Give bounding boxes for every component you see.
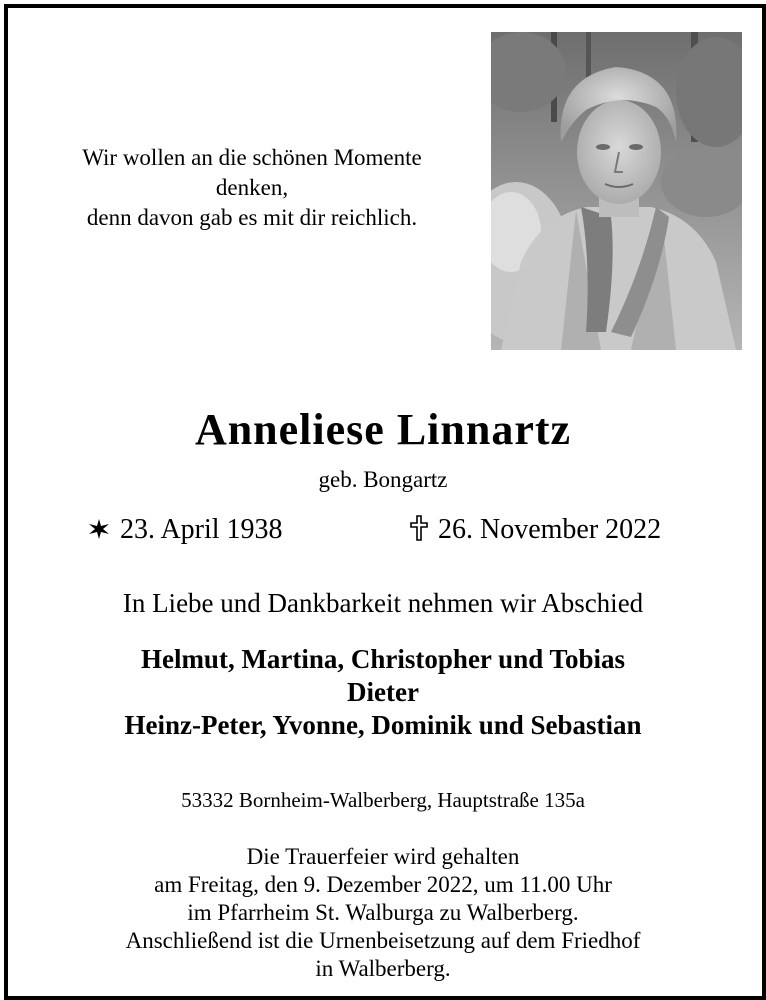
service-line: im Pfarrheim St. Walburga zu Walberberg. (187, 900, 579, 925)
death-date: 26. November 2022 (438, 514, 662, 545)
family-line: Dieter (347, 677, 419, 707)
quote-line: denken, (215, 175, 289, 200)
family-names (0, 643, 766, 742)
portrait-photo (491, 32, 742, 350)
birth-name: geb. Bongartz (318, 467, 448, 492)
family-address: 53332 Bornheim-Walberberg, Hauptstraße 135a (181, 788, 585, 812)
memorial-quote (22, 143, 482, 233)
service-line: am Freitag, den 9. Dezember 2022, um 11.00 Uhr (154, 872, 612, 897)
deceased-name: Anneliese Linnartz (194, 405, 572, 454)
farewell-text: In Liebe und Dankbarkeit nehmen wir Abschied (122, 588, 644, 618)
life-dates (0, 514, 766, 550)
portrait-illustration (491, 32, 742, 350)
family-line: Helmut, Martina, Christopher und Tobias (140, 644, 626, 674)
service-line: Anschließend ist die Urnenbeisetzung auf dem Friedhof (125, 928, 641, 953)
quote-line: Wir wollen an die schönen Momente (82, 145, 422, 170)
family-line: Heinz-Peter, Yvonne, Dominik und Sebastian (124, 710, 642, 740)
quote-line: denn davon gab es mit dir reichlich. (86, 205, 418, 230)
service-line: in Walberberg. (315, 956, 451, 981)
birth-date: 23. April 1938 (120, 514, 283, 545)
funeral-service-info (0, 843, 766, 983)
birth-date-group (88, 514, 283, 548)
cross-icon (410, 515, 428, 549)
service-line: Die Trauerfeier wird gehalten (246, 844, 520, 869)
star-icon (88, 516, 110, 548)
death-date-group (410, 514, 661, 549)
